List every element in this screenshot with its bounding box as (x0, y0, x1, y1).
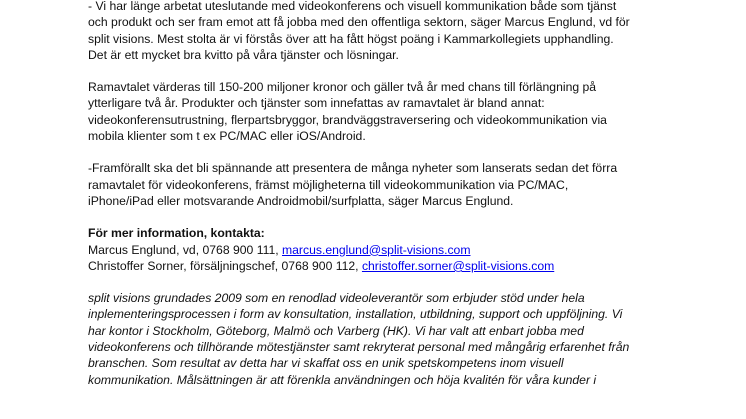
about-company-paragraph (88, 290, 668, 388)
text-line: Det är ett mycket bra kvitto på våra tjänster och lösningar. (88, 47, 399, 62)
email-link-christoffer[interactable]: christoffer.sorner@split-visions.com (361, 258, 555, 273)
quote-paragraph-2 (88, 160, 668, 209)
text-line: videokonferens och tillhörande mötestjänster samt rekryterat personal med mångårig erfarenhet från (88, 340, 630, 355)
text-line: mobila klienter som t ex PC/MAC eller iOS/Android. (88, 129, 366, 144)
contact-line-marcus (88, 242, 668, 258)
contact-heading: För mer information, kontakta: (88, 226, 265, 241)
text-line: iPhone/iPad eller motsvarande Androidmobil/surfplatta, säger Marcus Englund. (88, 193, 514, 208)
text-line: split visions grundades 2009 som en renodlad videoleverantör som erbjuder stöd under hela (88, 291, 585, 306)
contact-section (88, 225, 668, 274)
text-line: Ramavtalet värderas till 150-200 miljoner kronor och gäller två år med chans till förlängning på (88, 80, 597, 95)
text-line: kommunikation. Målsättningen är att förenkla användningen och höja kvalitén för våra kunder i (88, 372, 597, 387)
text-line: branschen. Som resultat av detta har vi skaffat oss en unik spetskompetens inom visuell (88, 356, 564, 371)
text-line: split visions. Mest stolta är vi förstås över att ha fått högst poäng i Kammarkollegiets upphandling. (88, 31, 614, 46)
text-line: videokonferensutrustning, flerpartsbryggor, brandväggstraversering och videokommunikation via (88, 112, 607, 127)
email-link-marcus[interactable]: marcus.englund@split-visions.com (282, 242, 471, 257)
quote-paragraph-1 (88, 0, 668, 63)
text-line: ramavtalet för videokonferens, främst möjligheterna till videokommunikation via PC/MAC, (88, 177, 569, 192)
contact-details: Marcus Englund, vd, 0768 900 111, (88, 242, 282, 257)
text-line: -Framförallt ska det bli spännande att presentera de många nyheter som lanserats sedan det förra (88, 161, 618, 176)
press-release-page (88, 0, 668, 388)
text-line: ytterligare två år. Produkter och tjänster som innefattas av ramavtalet är bland annat: (88, 96, 545, 111)
contact-line-christoffer (88, 258, 668, 274)
agreement-paragraph (88, 79, 668, 144)
text-line: inplementeringsprocessen i form av konsultation, installation, utbildning, support och uppföljning. Vi (88, 307, 623, 322)
text-line: och produkt och ser fram emot att få jobba med den offentliga sektorn, säger Marcus Englund, vd för (88, 15, 630, 30)
contact-details: Christoffer Sorner, försäljningschef, 0768 900 112, (88, 258, 362, 273)
text-line: har kontor i Stockholm, Göteborg, Malmö och Varberg (HK). Vi har valt att enbart jobba med (88, 323, 584, 338)
text-line: - Vi har länge arbetat uteslutande med videokonferens och visuell kommunikation både som tjänst (88, 0, 617, 13)
